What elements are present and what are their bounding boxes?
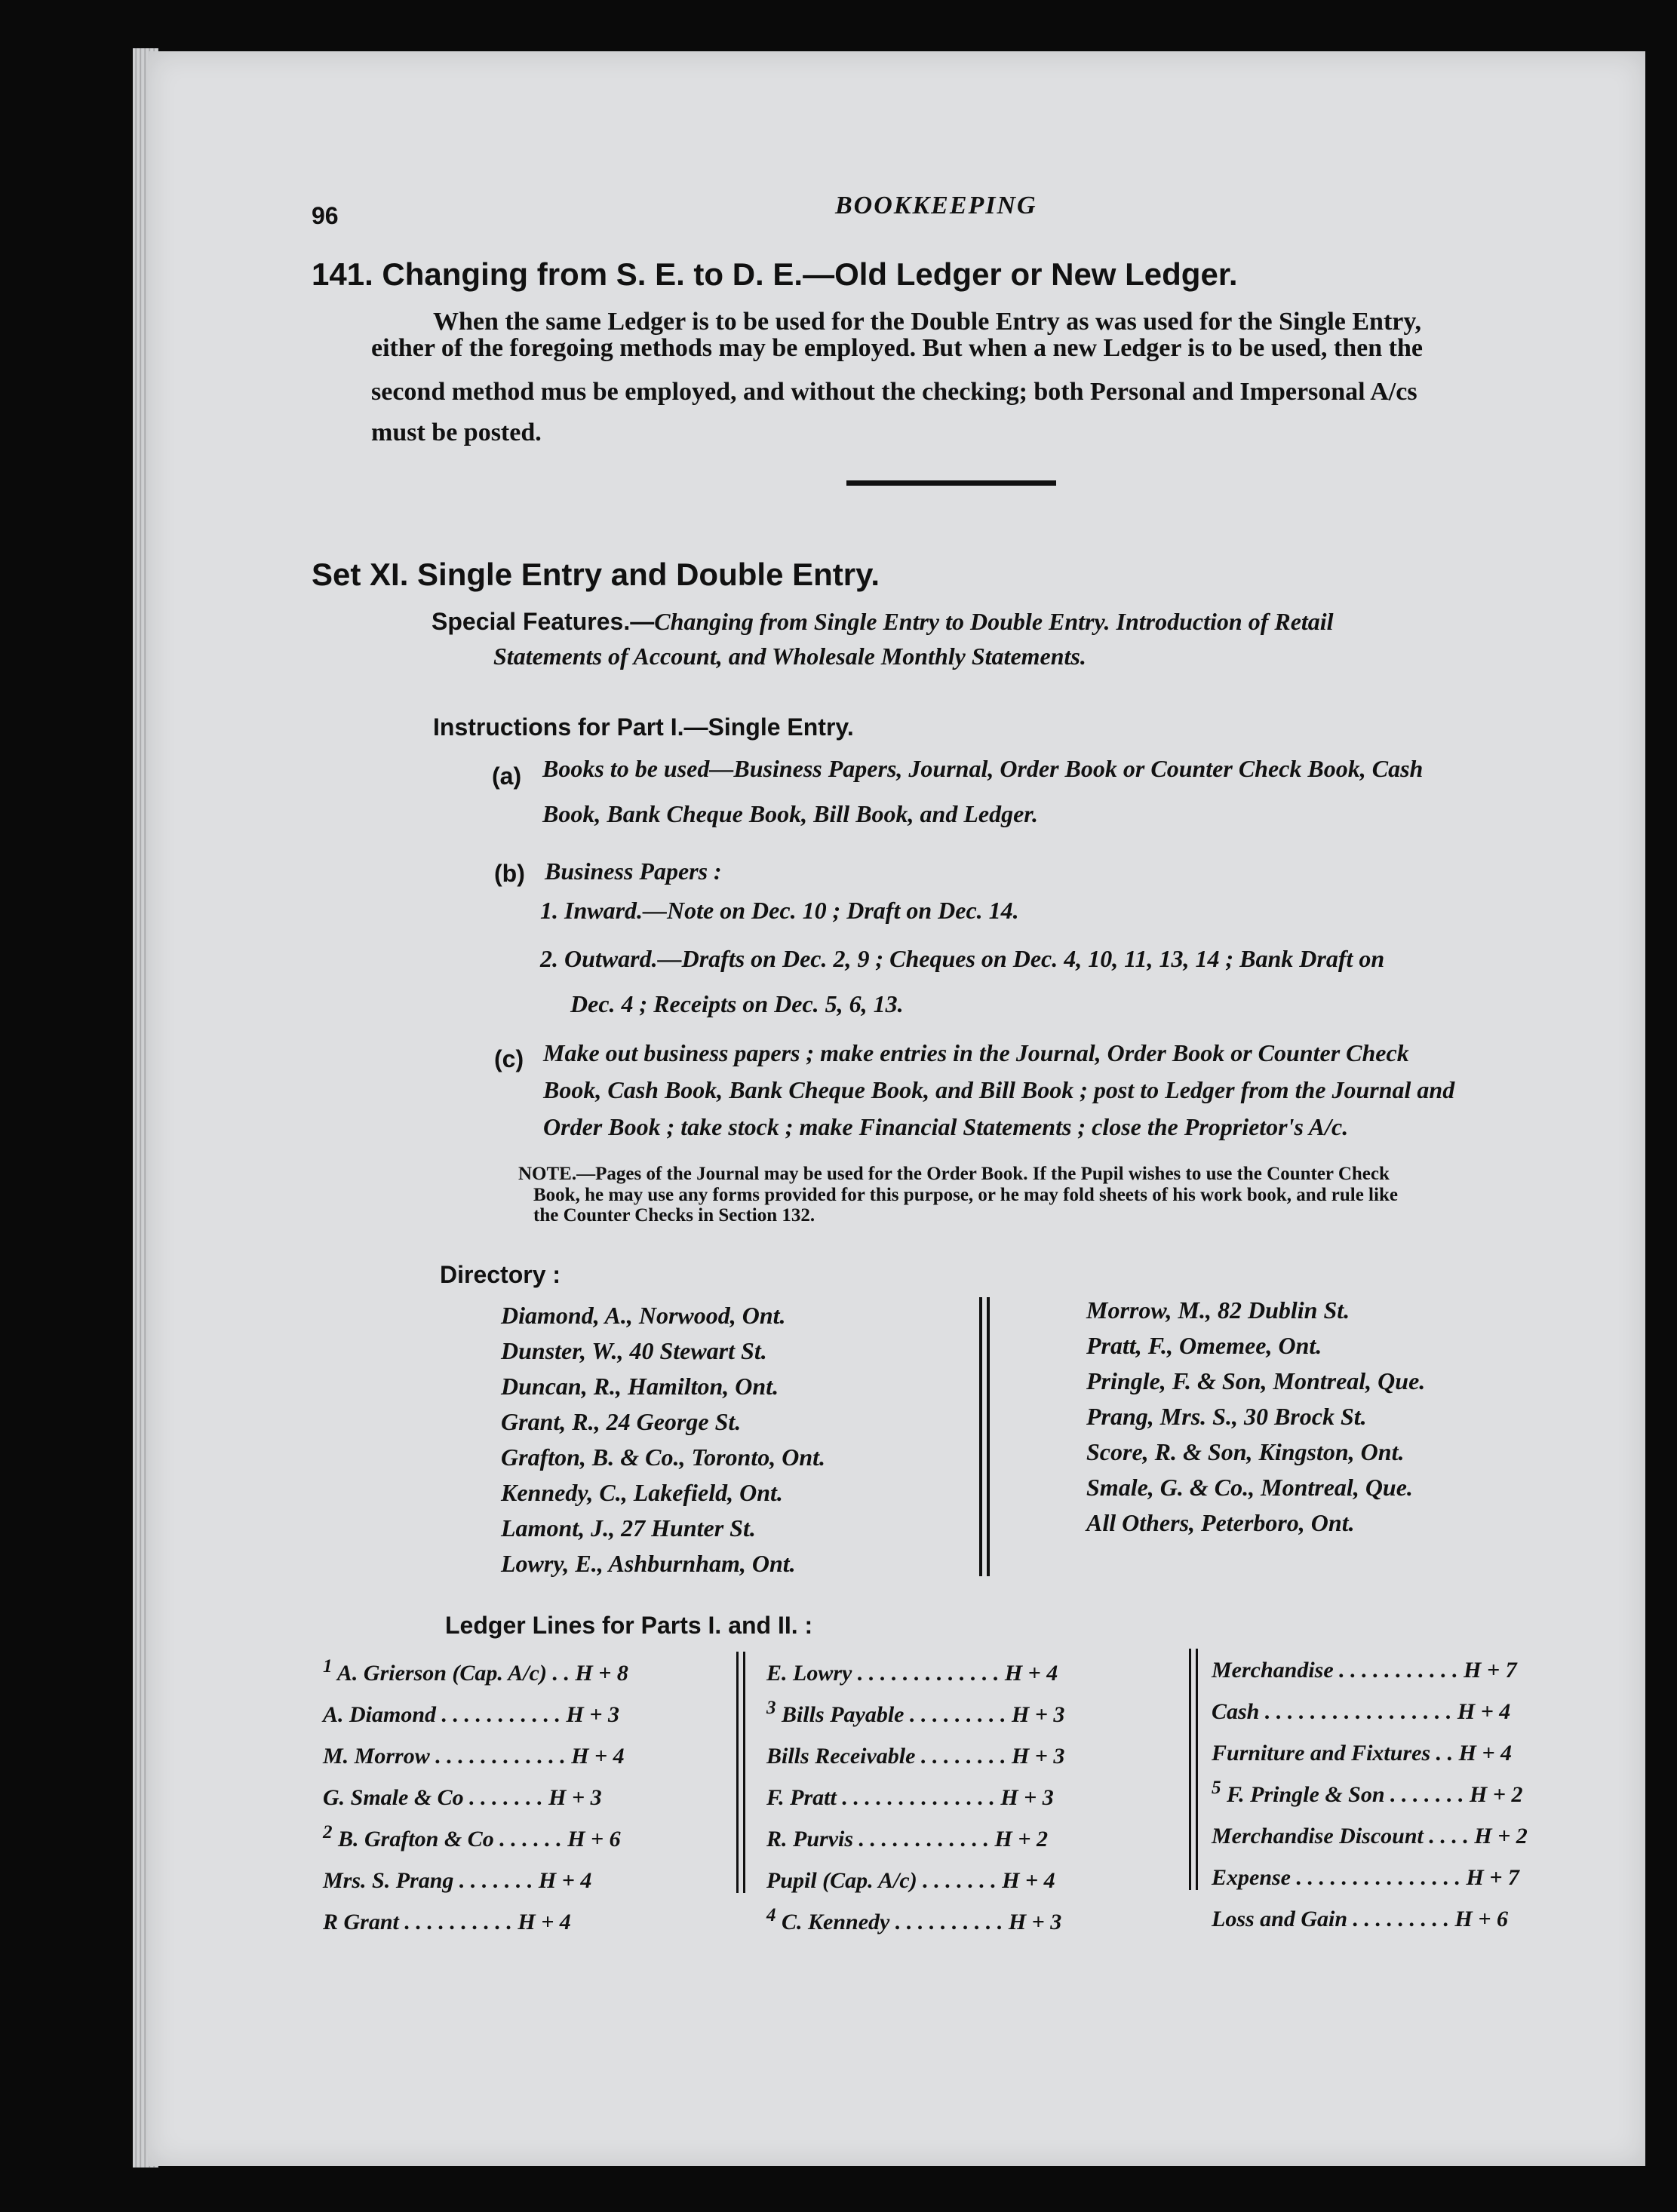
ledger-line: A. Diamond . . . . . . . . . . . H + 3 xyxy=(323,1702,619,1727)
footnote-marker: 2 xyxy=(323,1822,333,1842)
item-a-line-1: Books to be used—Business Papers, Journal, Order Book or Counter Check Book, Cash xyxy=(542,755,1424,782)
directory-entry: Prang, Mrs. S., 30 Brock St. xyxy=(1086,1403,1367,1430)
ledger-line: Cash . . . . . . . . . . . . . . . . . H + 4 xyxy=(1212,1699,1511,1724)
item-c-line-3: Order Book ; take stock ; make Financial Statements ; close the Proprietor's A/c. xyxy=(543,1113,1349,1140)
directory-entry: Pratt, F., Omemee, Ont. xyxy=(1086,1332,1322,1359)
ledger-line: F. Pratt . . . . . . . . . . . . . . H + 3 xyxy=(766,1785,1054,1810)
section-141-heading: 141. Changing from S. E. to D. E.—Old Ledger or New Ledger. xyxy=(312,256,1238,292)
item-c-marker: (c) xyxy=(494,1045,524,1072)
ledger-line: $^4$ C. Kennedy . . . . . . . . . . H + 3 xyxy=(766,1905,1062,1934)
directory-entry: Diamond, A., Norwood, Ont. xyxy=(501,1302,786,1329)
directory-entry: Dunster, W., 40 Stewart St. xyxy=(501,1337,767,1364)
ledger-line: Loss and Gain . . . . . . . . . H + 6 xyxy=(1212,1907,1508,1931)
ledger-line: G. Smale & Co . . . . . . . H + 3 xyxy=(323,1785,602,1810)
directory-entry: Grafton, B. & Co., Toronto, Ont. xyxy=(501,1443,826,1471)
ledger-line: Expense . . . . . . . . . . . . . . . H + 7 xyxy=(1212,1865,1519,1890)
ledger-line: $^5$ F. Pringle & Son . . . . . . . H + 2 xyxy=(1212,1778,1523,1807)
directory-right-column xyxy=(1086,1293,1425,1541)
ledger-line: Merchandise Discount . . . . H + 2 xyxy=(1212,1824,1528,1848)
ledger-line: Merchandise . . . . . . . . . . . H + 7 xyxy=(1212,1658,1517,1683)
note-line-3: the Counter Checks in Section 132. xyxy=(533,1205,815,1226)
section-141-line-1: When the same Ledger is to be used for the Double Entry as was used for the Single Entry, xyxy=(433,308,1421,336)
item-b-marker: (b) xyxy=(494,860,525,887)
ledger-divider-1b xyxy=(743,1652,745,1893)
directory-entry: Lamont, J., 27 Hunter St. xyxy=(501,1514,756,1542)
item-c-line-2: Book, Cash Book, Bank Cheque Book, and Bill Book ; post to Ledger from the Journal and xyxy=(543,1076,1455,1103)
item-b-outward-line-2: Dec. 4 ; Receipts on Dec. 5, 6, 13. xyxy=(570,990,904,1017)
footnote-marker: 1 xyxy=(323,1656,333,1677)
footnote-marker: 3 xyxy=(766,1698,776,1718)
ledger-column-3 xyxy=(1212,1646,1528,1937)
directory-divider-left xyxy=(979,1297,982,1576)
item-b-inward: 1. Inward.—Note on Dec. 10 ; Draft on Dec. 14. xyxy=(540,897,1019,924)
directory-entry: Score, R. & Son, Kingston, Ont. xyxy=(1086,1438,1405,1465)
directory-entry: All Others, Peterboro, Ont. xyxy=(1086,1509,1355,1536)
section-divider-rule xyxy=(846,480,1056,486)
item-c-line-1: Make out business papers ; make entries in the Journal, Order Book or Counter Check xyxy=(543,1039,1409,1066)
ledger-line: $^1$ A. Grierson (Cap. A/c) . . H + 8 xyxy=(323,1656,628,1686)
directory-entry: Grant, R., 24 George St. xyxy=(501,1408,742,1435)
ledger-column-1 xyxy=(323,1649,628,1940)
ledger-line: Mrs. S. Prang . . . . . . . H + 4 xyxy=(323,1868,592,1893)
special-features xyxy=(432,608,1334,636)
directory-left-column xyxy=(501,1298,825,1582)
directory-heading: Directory : xyxy=(440,1261,561,1288)
special-features-label: Special Features.— xyxy=(432,608,655,635)
running-title: BOOKKEEPING xyxy=(835,192,1037,219)
set-11-heading: Set XI. Single Entry and Double Entry. xyxy=(312,557,880,592)
directory-entry: Smale, G. & Co., Montreal, Que. xyxy=(1086,1474,1413,1501)
ledger-heading: Ledger Lines for Parts I. and II. : xyxy=(445,1612,813,1639)
directory-entry: Kennedy, C., Lakefield, Ont. xyxy=(501,1479,783,1506)
ledger-line: E. Lowry . . . . . . . . . . . . . H + 4 xyxy=(766,1661,1058,1686)
note-line-2: Book, he may use any forms provided for this purpose, or he may fold sheets of his work book, and rule like xyxy=(533,1185,1398,1205)
ledger-divider-1a xyxy=(736,1652,739,1893)
ledger-divider-2a xyxy=(1189,1649,1191,1890)
ledger-line: R. Purvis . . . . . . . . . . . . H + 2 xyxy=(766,1827,1048,1852)
instructions-heading: Instructions for Part I.—Single Entry. xyxy=(433,713,854,741)
ledger-line: $^3$ Bills Payable . . . . . . . . . H + 3 xyxy=(766,1698,1065,1727)
note-line-1: NOTE.—Pages of the Journal may be used for the Order Book. If the Pupil wishes to use the Counter Check xyxy=(518,1164,1390,1184)
section-141-line-3: second method mus be employed, and without the checking; both Personal and Impersonal A/cs xyxy=(371,378,1417,406)
directory-divider-right xyxy=(987,1297,990,1576)
footnote-marker: 5 xyxy=(1212,1778,1221,1798)
directory-entry: Lowry, E., Ashburnham, Ont. xyxy=(501,1550,796,1577)
section-141-line-4: must be posted. xyxy=(371,419,542,446)
ledger-divider-2b xyxy=(1196,1649,1198,1890)
directory-entry: Pringle, F. & Son, Montreal, Que. xyxy=(1086,1367,1426,1394)
ledger-line: M. Morrow . . . . . . . . . . . . H + 4 xyxy=(323,1744,625,1769)
ledger-line: R Grant . . . . . . . . . . H + 4 xyxy=(323,1910,571,1934)
ledger-line: $^2$ B. Grafton & Co . . . . . . H + 6 xyxy=(323,1822,621,1852)
ledger-column-2 xyxy=(766,1649,1064,1940)
ledger-line: Furniture and Fixtures . . H + 4 xyxy=(1212,1741,1513,1766)
page-number: 96 xyxy=(312,202,339,229)
section-141-line-2: either of the foregoing methods may be employed. But when a new Ledger is to be used, then the xyxy=(371,334,1423,362)
ledger-line: Bills Receivable . . . . . . . . H + 3 xyxy=(766,1744,1065,1769)
item-a-line-2: Book, Bank Cheque Book, Bill Book, and Ledger. xyxy=(542,800,1038,827)
directory-entry: Duncan, R., Hamilton, Ont. xyxy=(501,1373,779,1400)
footnote-marker: 4 xyxy=(766,1905,776,1925)
item-b-outward-line-1: 2. Outward.—Drafts on Dec. 2, 9 ; Cheques on Dec. 4, 10, 11, 13, 14 ; Bank Draft on xyxy=(540,945,1385,972)
directory-entry: Morrow, M., 82 Dublin St. xyxy=(1086,1296,1350,1324)
special-features-line-2: Statements of Account, and Wholesale Monthly Statements. xyxy=(493,643,1086,670)
special-features-line-1: Changing from Single Entry to Double Entry. Introduction of Retail xyxy=(654,608,1334,635)
item-b-title: Business Papers : xyxy=(545,857,722,885)
ledger-line: Pupil (Cap. A/c) . . . . . . . H + 4 xyxy=(766,1868,1055,1893)
item-a-marker: (a) xyxy=(492,762,522,790)
